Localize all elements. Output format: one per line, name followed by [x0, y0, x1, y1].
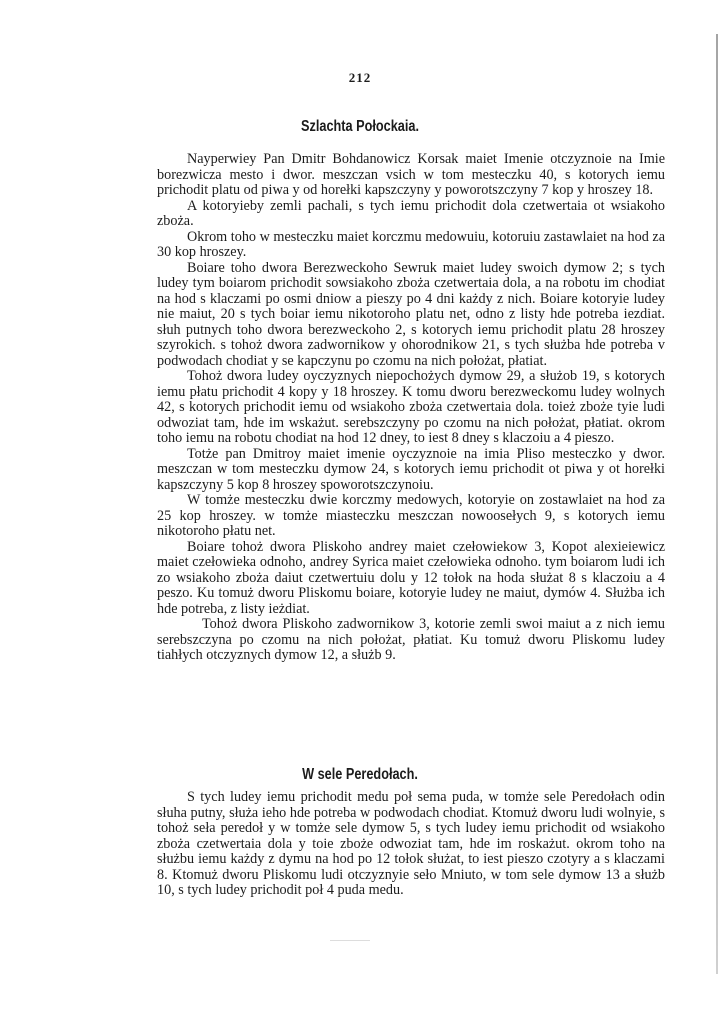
paragraph: A kotoryieby zemli pachali, s tych iemu prichodit dola czetwertaia ot wsiakoho zboża. [157, 197, 665, 229]
paragraph: Tohoż dwora ludey oyczyznych niepochożych dymow 29, a służob 19, s kotorych iemu płatu prichodit 4 kopy y 18 hroszey. K tomu dworu berezweckomu ludey wolnych 42, s kotorych prichodit iemu od wsiakoho zboża czetwertaia dola. toież zboże tyie ludi odwoziat tam, hde im wskażut. serebszczyny po czomu na nich położat, płatiat. okrom toho iemu na robotu chodiat na hod 12 dney, to iest 8 dney s klaczoiu a 4 pieszo. [157, 368, 665, 446]
section-heading-szlachta: Szlachta Połockaia. [301, 118, 419, 135]
section-heading-peredolach: W sele Peredołach. [302, 766, 418, 783]
page-number: 212 [348, 70, 372, 85]
page-edge-shadow [716, 34, 718, 974]
paragraph: Nayperwiey Pan Dmitr Bohdanowicz Korsak maiet Imenie otczyznoie na Imie borezwicza mesto i dwor. meszczan vsich w tom mesteczku 40, s kotorych iemu prichodit platu od piwa y od horełki kapszczyny y poworotszczyny 7 kop y hroszey 18. [157, 151, 665, 198]
paragraph: Tohoż dwora Pliskoho zadwornikow 3, kotorie zemli swoi maiut a z nich iemu serebszczyna po czomu na nich położat, płatiat. Ku tomuż dworu Pliskomu ludey tiahłych otczyznych dymow 12, a służb 9. [157, 616, 665, 663]
section-body-szlachta [157, 152, 665, 664]
paragraph: Boiare tohoż dwora Pliskoho andrey maiet czełowiekow 3, Kopot alexieiewicz maiet czełowieka odnoho, andrey Syrica maiet czełowieka odnoho. tym boiarom ludi ich zo wsiakoho zboża daiut czetwertuiu dolu y 12 tołok na hoda służat 8 s klaczoiu a 4 peszo. Ku tomuż dworu Pliskomu boiare, kotoryie ludey ne maiut, dymów 4. Służba ich hde potreba, z listy ieżdiat. [157, 538, 665, 617]
paragraph: S tych ludey iemu prichodit medu poł sema puda, w tomże sele Peredołach odin słuha putny, służa ieho hde potreba w podwodach chodiat. Ktomuż dworu ludi wolnyie, s tohoż seła peredoł y w tomże sele dymow 5, s tych ludey iemu prichodit od wsiakoho zboża czetwertaia dola y toie zboże odwoziat tam, hde im roskażut. okrom toho na służbu iemu każdy z dymu na hod po 12 tołok służat, to iest pieszo czotyry a s klaczami 8. Ktomuż dworu Pliskomu ludi otczyznyie seło Mniuto, w tom sele dymow 13 a służb 10, s tych ludey prichodit poł 4 puda medu. [157, 789, 665, 898]
paragraph: Totże pan Dmitroy maiet imenie oyczyznoie na imia Pliso mesteczko y dwor. meszczan w tom mesteczku dymow 24, s kotorych iemu prichodit ot piwa y ot horełki kapszczyny 5 kop 8 hroszey spoworotszczynoiu. [157, 445, 665, 493]
page-smudge [330, 940, 370, 941]
paragraph: Okrom toho w mesteczku maiet korczmu medowuiu, kotoruiu zastawlaiet na hod za 30 kop hroszey. [157, 228, 665, 260]
paragraph: W tomże mesteczku dwie korczmy medowych, kotoryie on zostawlaiet na hod za 25 kop hroszey. w tomże miasteczku meszczan nowoosełych 9, s kotorych iemu nikotoroho płatu net. [157, 492, 665, 539]
paragraph: Boiare toho dwora Berezweckoho Sewruk maiet ludey swoich dymow 2; s tych ludey tym boiarom prichodit sowsiakoho zboża czetwertaia dola, a na robotu im chodiat na hod s klaczami po osmi dniow a pieszy po 4 dni każdy z nich. Boiare kotoryie ludey nie maiut, 20 s tych boiar iemu nikotoroho platu net, odno z listy hde potreba iezdiat. słuh putnych toho dwora berezweckoho 2, s kotorych iemu prichodit platu 28 hroszey szyrokich. s tohoż dwora zadwornikow y ohorodnikow 21, s tych służba hde potreba v podwodach chodiat y se kapczynu po czomu na nich położat, płatiat. [157, 259, 665, 369]
section-body-peredolach [157, 790, 665, 899]
